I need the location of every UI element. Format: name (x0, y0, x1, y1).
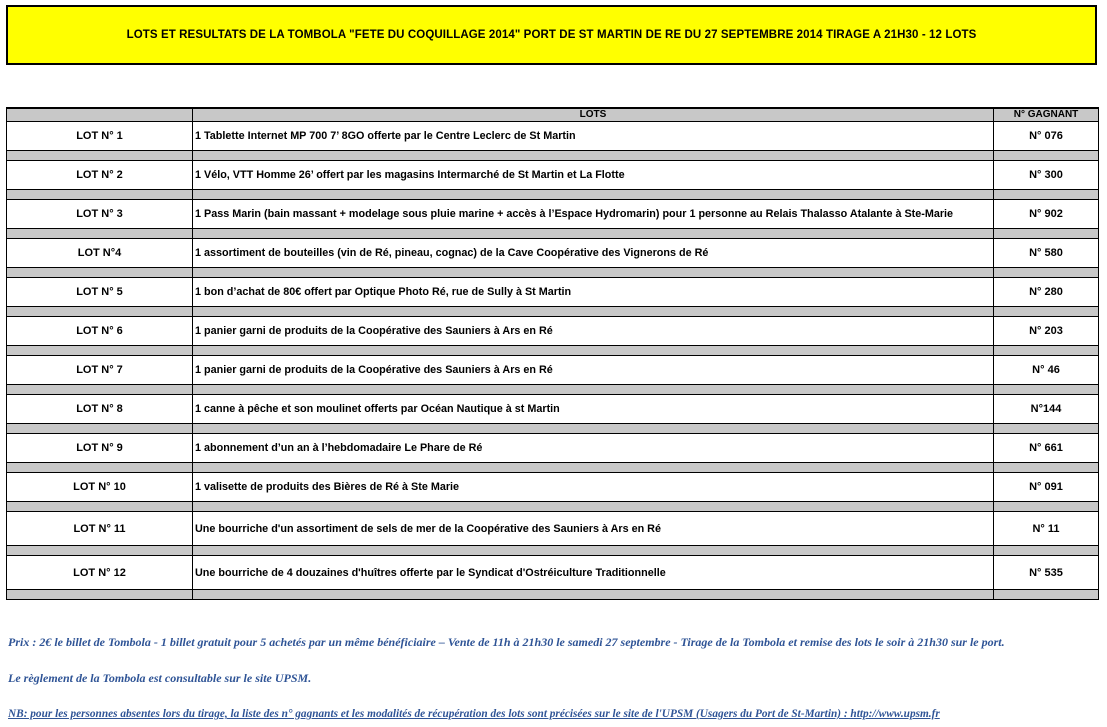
separator-cell (994, 346, 1099, 356)
separator-cell (193, 151, 994, 161)
table-row (7, 356, 1099, 385)
price-note: Prix : 2€ le billet de Tombola - 1 billet gratuit pour 5 achetés par un même bénéficiaire – Vente de 11h à 21h30 le samedi 27 septembre - Tirage de la Tombola et remise des lots le soir à 21h30 sur le port. (8, 635, 1005, 649)
separator-cell (193, 229, 994, 239)
prize-description-cell: 1 abonnement d’un an à l’hebdomadaire Le Phare de Ré (193, 434, 994, 463)
winning-number-cell: N° 280 (994, 278, 1099, 307)
header-lot-column (7, 108, 193, 122)
table-row (7, 122, 1099, 151)
winning-number-cell: N° 46 (994, 356, 1099, 385)
separator-cell (7, 590, 193, 600)
prize-description-cell: Une bourriche d'un assortiment de sels de mer de la Coopérative des Sauniers à Ars en Ré (193, 512, 994, 546)
table-row (7, 317, 1099, 346)
prize-description-cell: 1 Tablette Internet MP 700 7’ 8GO offerte par le Centre Leclerc de St Martin (193, 122, 994, 151)
separator-row (7, 424, 1099, 434)
table-row (7, 395, 1099, 424)
separator-cell (7, 307, 193, 317)
separator-cell (994, 590, 1099, 600)
prize-description-cell: 1 Vélo, VTT Homme 26’ offert par les magasins Intermarché de St Martin et La Flotte (193, 161, 994, 190)
lot-number-cell: LOT N° 11 (7, 512, 193, 546)
separator-row (7, 546, 1099, 556)
separator-cell (7, 268, 193, 278)
separator-cell (994, 151, 1099, 161)
separator-cell (7, 424, 193, 434)
lot-number-cell: LOT N° 6 (7, 317, 193, 346)
separator-cell (7, 190, 193, 200)
table-row (7, 161, 1099, 190)
header-lots: LOTS (193, 108, 994, 122)
separator-row (7, 590, 1099, 600)
separator-cell (193, 546, 994, 556)
separator-cell (7, 151, 193, 161)
lot-number-cell: LOT N° 2 (7, 161, 193, 190)
prize-description-cell: Une bourriche de 4 douzaines d'huîtres offerte par le Syndicat d'Ostréiculture Traditionnelle (193, 556, 994, 590)
separator-cell (7, 546, 193, 556)
lot-number-cell: LOT N° 12 (7, 556, 193, 590)
separator-cell (193, 590, 994, 600)
table-row (7, 512, 1099, 546)
separator-row (7, 268, 1099, 278)
separator-cell (193, 268, 994, 278)
table-row (7, 473, 1099, 502)
separator-row (7, 385, 1099, 395)
separator-row (7, 229, 1099, 239)
prize-description-cell: 1 assortiment de bouteilles (vin de Ré, pineau, cognac) de la Cave Coopérative des Vignerons de Ré (193, 239, 994, 268)
separator-row (7, 190, 1099, 200)
separator-cell (193, 307, 994, 317)
winning-number-cell: N° 091 (994, 473, 1099, 502)
table-row (7, 556, 1099, 590)
rules-note: Le règlement de la Tombola est consultable sur le site UPSM. (8, 671, 312, 685)
table-body (7, 122, 1099, 600)
separator-cell (193, 424, 994, 434)
separator-cell (7, 385, 193, 395)
separator-cell (193, 190, 994, 200)
prize-description-cell: 1 bon d’achat de 80€ offert par Optique Photo Ré, rue de Sully à St Martin (193, 278, 994, 307)
separator-row (7, 307, 1099, 317)
separator-row (7, 151, 1099, 161)
separator-cell (994, 307, 1099, 317)
separator-cell (994, 546, 1099, 556)
winning-number-cell: N° 11 (994, 512, 1099, 546)
separator-cell (7, 463, 193, 473)
separator-row (7, 463, 1099, 473)
lot-number-cell: LOT N° 7 (7, 356, 193, 385)
header-winner-number: N° GAGNANT (994, 108, 1099, 122)
separator-cell (994, 385, 1099, 395)
separator-cell (7, 502, 193, 512)
separator-cell (193, 502, 994, 512)
separator-cell (193, 463, 994, 473)
prize-description-cell: 1 panier garni de produits de la Coopérative des Sauniers à Ars en Ré (193, 317, 994, 346)
prize-results-table (6, 107, 1099, 600)
separator-cell (994, 424, 1099, 434)
winning-number-cell: N° 661 (994, 434, 1099, 463)
lot-number-cell: LOT N°4 (7, 239, 193, 268)
winning-number-cell: N° 300 (994, 161, 1099, 190)
winning-number-cell: N° 203 (994, 317, 1099, 346)
absent-winners-note[interactable]: NB: pour les personnes absentes lors du tirage, la liste des n° gagnants et les modalités de récupération des lots sont précisées sur le site de l'UPSM (Usagers du Port de St-Martin) : http://www.upsm.fr (8, 708, 940, 720)
separator-cell (994, 268, 1099, 278)
page-title: LOTS ET RESULTATS DE LA TOMBOLA "FETE DU COQUILLAGE 2014" PORT DE ST MARTIN DE RE DU 27 SEPTEMBRE 2014 TIRAGE A 21H30 - 12 LOTS (126, 29, 977, 41)
lot-number-cell: LOT N° 8 (7, 395, 193, 424)
table-row (7, 434, 1099, 463)
separator-cell (994, 463, 1099, 473)
separator-row (7, 346, 1099, 356)
table-row (7, 278, 1099, 307)
winning-number-cell: N°144 (994, 395, 1099, 424)
winning-number-cell: N° 580 (994, 239, 1099, 268)
separator-cell (193, 346, 994, 356)
separator-cell (7, 346, 193, 356)
separator-cell (994, 502, 1099, 512)
separator-cell (994, 190, 1099, 200)
lot-number-cell: LOT N° 1 (7, 122, 193, 151)
winning-number-cell: N° 902 (994, 200, 1099, 229)
lot-number-cell: LOT N° 3 (7, 200, 193, 229)
lot-number-cell: LOT N° 10 (7, 473, 193, 502)
page-title-banner (6, 5, 1097, 65)
lot-number-cell: LOT N° 5 (7, 278, 193, 307)
table-header-row (7, 108, 1099, 122)
prize-description-cell: 1 valisette de produits des Bières de Ré à Ste Marie (193, 473, 994, 502)
prize-description-cell: 1 panier garni de produits de la Coopérative des Sauniers à Ars en Ré (193, 356, 994, 385)
winning-number-cell: N° 535 (994, 556, 1099, 590)
winning-number-cell: N° 076 (994, 122, 1099, 151)
lot-number-cell: LOT N° 9 (7, 434, 193, 463)
table-row (7, 200, 1099, 229)
separator-row (7, 502, 1099, 512)
separator-cell (994, 229, 1099, 239)
separator-cell (7, 229, 193, 239)
prize-description-cell: 1 Pass Marin (bain massant + modelage sous pluie marine + accès à l’Espace Hydromarin) pour 1 personne au Relais Thalasso Atalante à Ste-Marie (193, 200, 994, 229)
separator-cell (193, 385, 994, 395)
table-row (7, 239, 1099, 268)
prize-description-cell: 1 canne à pêche et son moulinet offerts par Océan Nautique à st Martin (193, 395, 994, 424)
